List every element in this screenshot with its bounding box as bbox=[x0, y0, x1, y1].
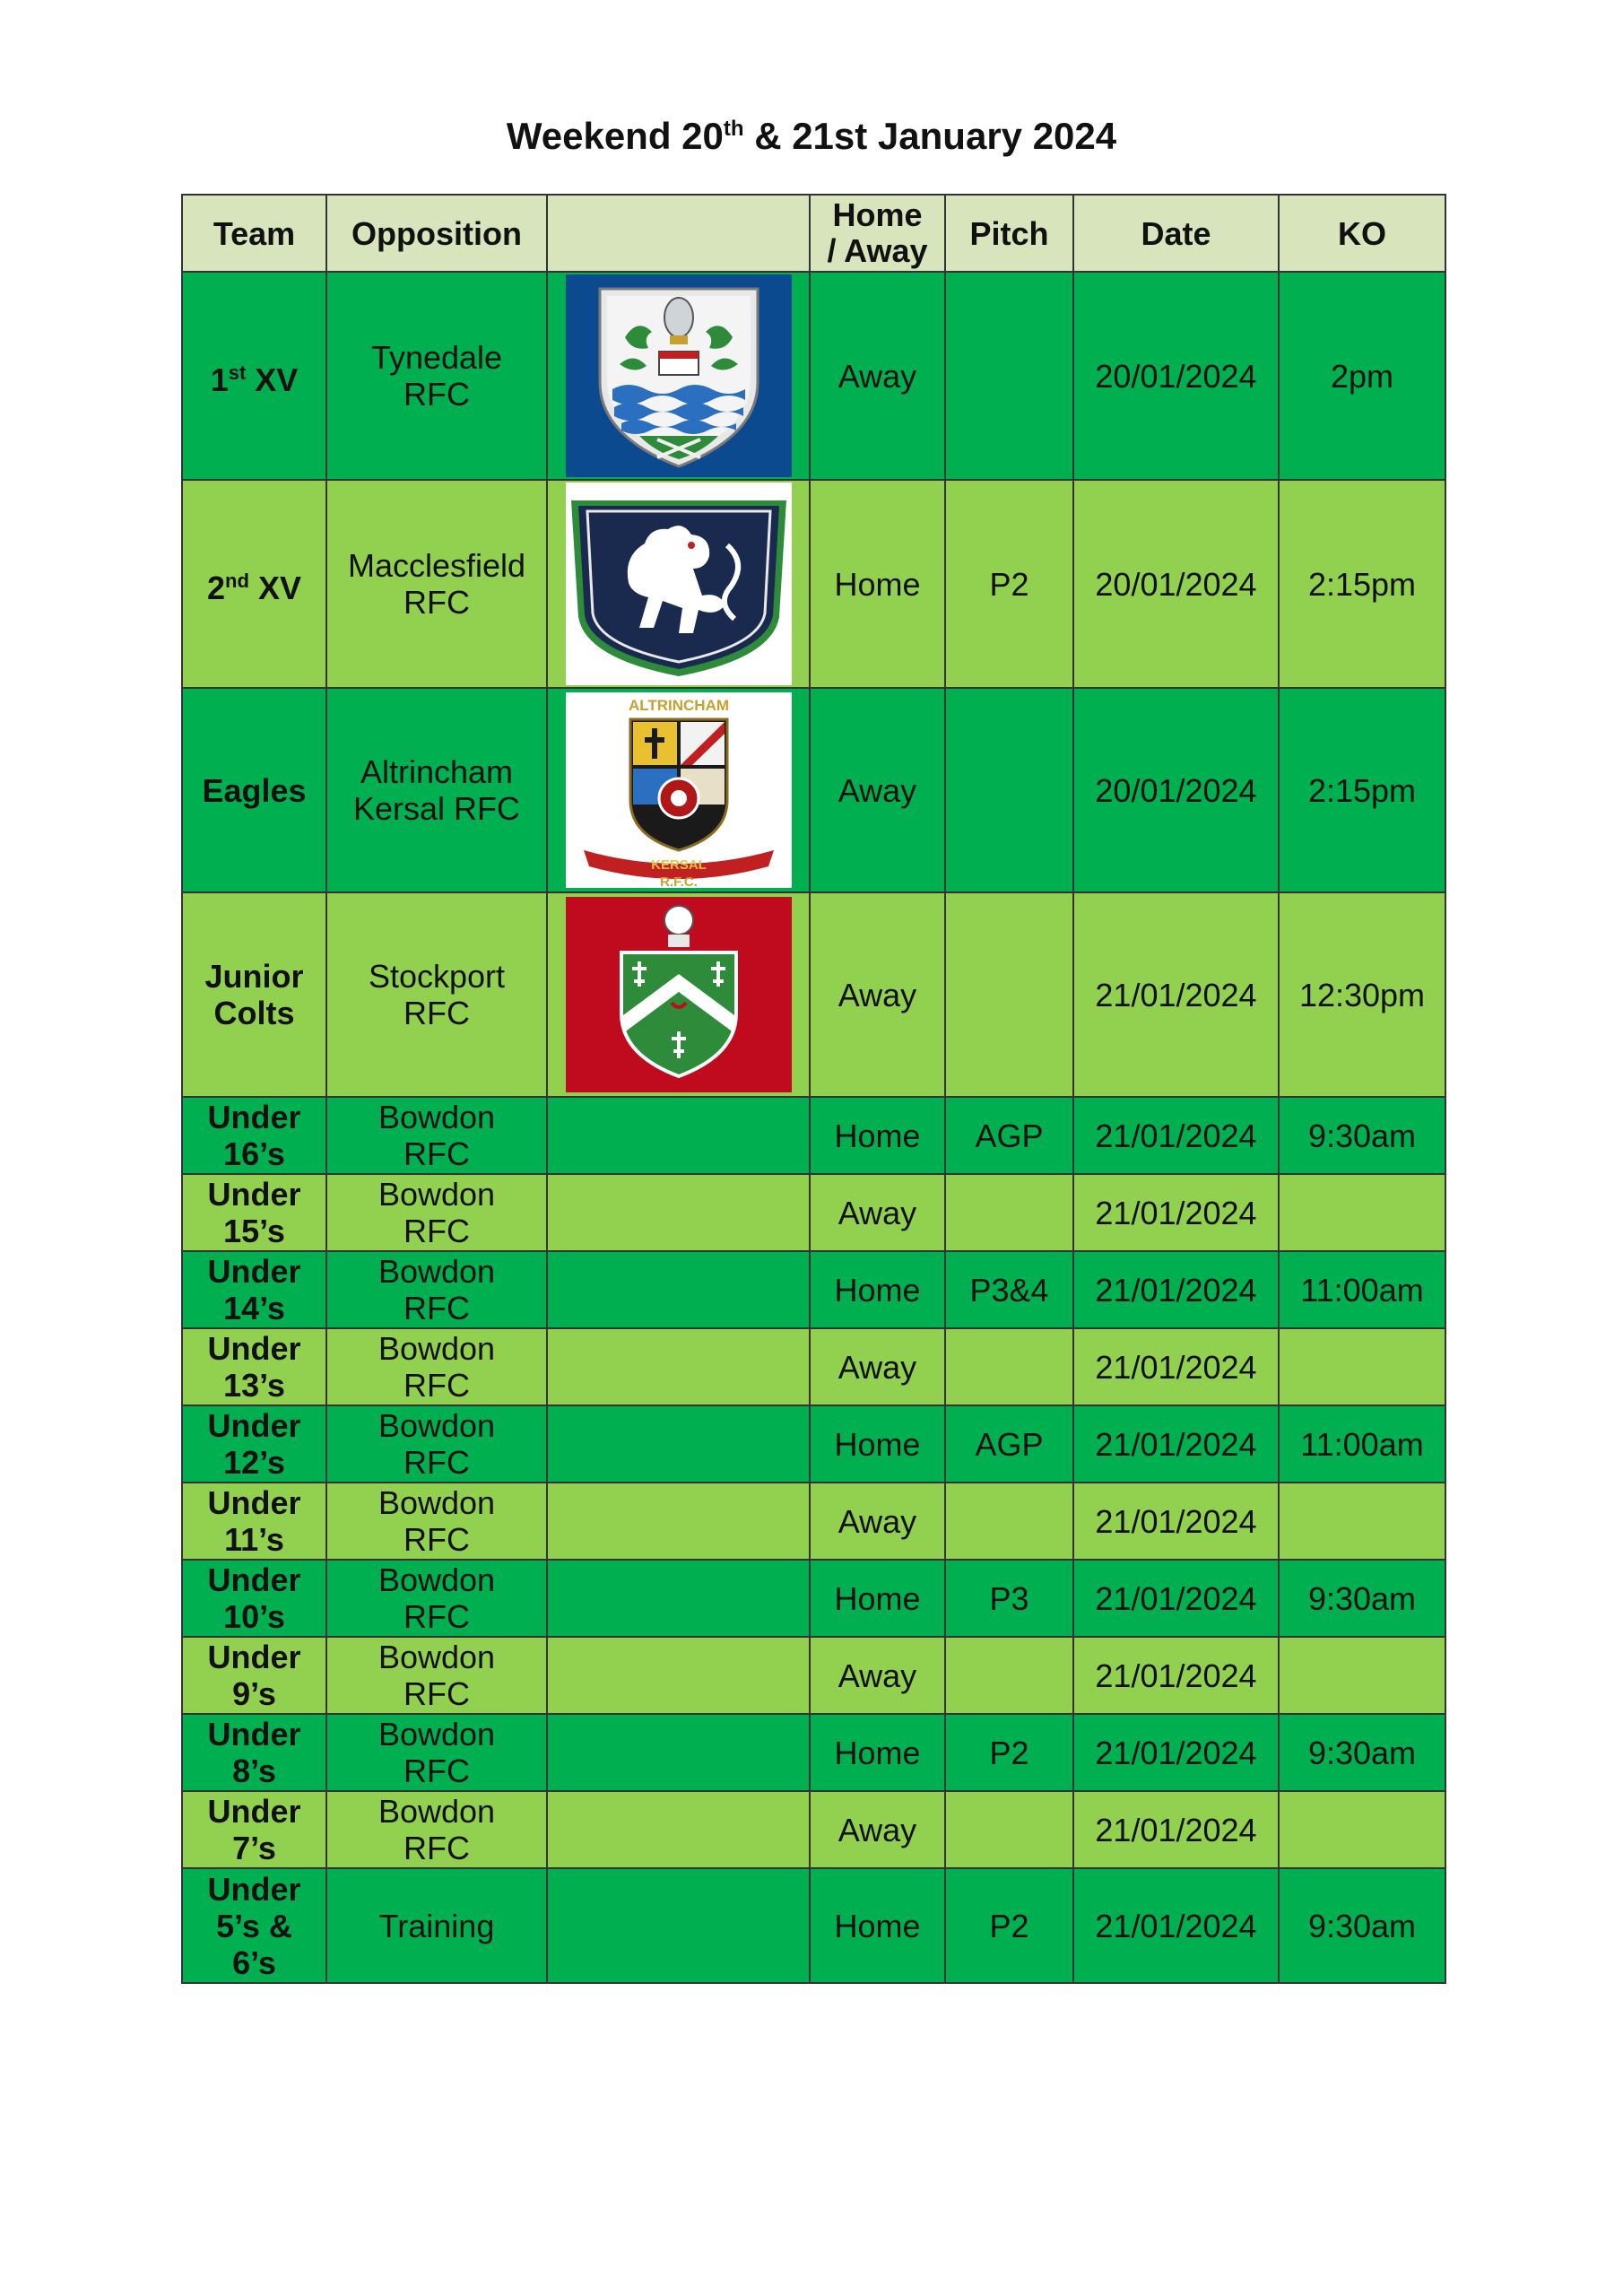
crest-cell bbox=[547, 1405, 810, 1483]
table-row bbox=[182, 1714, 1445, 1791]
header-home: Home bbox=[832, 196, 923, 233]
team-name: 1 bbox=[210, 361, 229, 398]
header-date: Date bbox=[1073, 195, 1279, 272]
ko-cell bbox=[1279, 1328, 1445, 1405]
opposition-line: Tynedale bbox=[370, 339, 503, 376]
home-away-cell: Away bbox=[810, 1637, 945, 1714]
team-cell bbox=[182, 1174, 326, 1251]
home-away-cell: Away bbox=[810, 688, 945, 892]
title-superscript: th bbox=[723, 117, 744, 141]
table-row bbox=[182, 1097, 1445, 1174]
opposition-cell bbox=[326, 1868, 547, 1983]
crest-cell bbox=[547, 1868, 810, 1983]
home-away-cell: Home bbox=[810, 1097, 945, 1174]
team-name: Under bbox=[207, 1870, 301, 1908]
date-cell: 21/01/2024 bbox=[1073, 892, 1279, 1097]
team-cell bbox=[182, 1791, 326, 1868]
opposition-line: Altrincham bbox=[360, 753, 514, 790]
team-name: 11’s bbox=[224, 1521, 284, 1558]
team-name: Eagles bbox=[202, 771, 307, 809]
team-cell bbox=[182, 1714, 326, 1791]
fixtures-table bbox=[181, 194, 1446, 1984]
crest-cell bbox=[547, 1791, 810, 1868]
header-pitch: Pitch bbox=[945, 195, 1073, 272]
opposition-line: Bowdon bbox=[378, 1716, 496, 1752]
team-name: 8’s bbox=[232, 1752, 276, 1789]
team-superscript: st bbox=[228, 361, 247, 384]
opposition-line: RFC bbox=[404, 1598, 470, 1635]
opposition-line: Bowdon bbox=[378, 1099, 496, 1135]
team-name: Under bbox=[207, 1176, 301, 1213]
opposition-line: Bowdon bbox=[378, 1407, 496, 1444]
ko-cell: 12:30pm bbox=[1279, 892, 1445, 1097]
date-cell: 21/01/2024 bbox=[1073, 1791, 1279, 1868]
team-cell bbox=[182, 272, 326, 480]
opposition-line: RFC bbox=[404, 584, 470, 621]
opposition-line: Bowdon bbox=[378, 1561, 496, 1598]
home-away-cell: Home bbox=[810, 1251, 945, 1328]
ko-cell: 9:30am bbox=[1279, 1868, 1445, 1983]
pitch-cell bbox=[945, 892, 1073, 1097]
crest-cell bbox=[547, 688, 810, 892]
opposition-cell bbox=[326, 1097, 547, 1174]
ko-cell bbox=[1279, 1637, 1445, 1714]
opposition-cell bbox=[326, 1637, 547, 1714]
team-name: Under bbox=[207, 1716, 301, 1752]
team-name-suffix: XV bbox=[248, 569, 301, 606]
opposition-line: Bowdon bbox=[378, 1176, 496, 1213]
home-away-cell: Home bbox=[810, 1868, 945, 1983]
team-name: 14’s bbox=[223, 1290, 285, 1326]
date-cell: 21/01/2024 bbox=[1073, 1251, 1279, 1328]
date-cell: 21/01/2024 bbox=[1073, 1328, 1279, 1405]
table-row bbox=[182, 892, 1445, 1097]
pitch-cell: P2 bbox=[945, 1868, 1073, 1983]
header-away: / Away bbox=[827, 232, 928, 269]
date-cell: 21/01/2024 bbox=[1073, 1560, 1279, 1637]
ko-cell: 2:15pm bbox=[1279, 480, 1445, 688]
table-row bbox=[182, 1560, 1445, 1637]
crest-cell bbox=[547, 1637, 810, 1714]
team-name: 12’s bbox=[223, 1444, 285, 1481]
table-row bbox=[182, 1868, 1445, 1983]
opposition-cell bbox=[326, 1251, 547, 1328]
ko-cell: 11:00am bbox=[1279, 1251, 1445, 1328]
opposition-line: RFC bbox=[404, 1135, 470, 1172]
ko-cell: 2pm bbox=[1279, 272, 1445, 480]
pitch-cell: P2 bbox=[945, 480, 1073, 688]
opposition-cell bbox=[326, 480, 547, 688]
opposition-line: RFC bbox=[404, 1213, 470, 1249]
opposition-cell bbox=[326, 1328, 547, 1405]
team-cell bbox=[182, 892, 326, 1097]
team-name: Under bbox=[207, 1253, 301, 1290]
ko-cell: 9:30am bbox=[1279, 1560, 1445, 1637]
crest-cell bbox=[547, 480, 810, 688]
pitch-cell bbox=[945, 272, 1073, 480]
tynedale-rfc-crest bbox=[566, 274, 792, 477]
team-cell bbox=[182, 1328, 326, 1405]
home-away-cell: Away bbox=[810, 1791, 945, 1868]
date-cell: 20/01/2024 bbox=[1073, 480, 1279, 688]
opposition-line: Stockport bbox=[368, 958, 506, 995]
opposition-cell bbox=[326, 1174, 547, 1251]
ko-cell: 2:15pm bbox=[1279, 688, 1445, 892]
team-name: Under bbox=[207, 1639, 301, 1675]
table-row bbox=[182, 1174, 1445, 1251]
ko-cell bbox=[1279, 1483, 1445, 1560]
table-row bbox=[182, 1328, 1445, 1405]
table-row bbox=[182, 1405, 1445, 1483]
opposition-line: RFC bbox=[404, 1830, 470, 1866]
date-cell: 21/01/2024 bbox=[1073, 1405, 1279, 1483]
date-cell: 21/01/2024 bbox=[1073, 1097, 1279, 1174]
ko-cell: 11:00am bbox=[1279, 1405, 1445, 1483]
opposition-line: Bowdon bbox=[378, 1330, 496, 1367]
crest-cell bbox=[547, 1251, 810, 1328]
opposition-line: RFC bbox=[404, 1675, 470, 1712]
team-name: 13’s bbox=[223, 1367, 285, 1404]
team-name: Under bbox=[207, 1330, 301, 1367]
team-name: Under bbox=[207, 1561, 301, 1598]
home-away-cell: Away bbox=[810, 1174, 945, 1251]
team-name: 5’s & bbox=[216, 1907, 292, 1944]
table-row bbox=[182, 272, 1445, 480]
home-away-cell: Away bbox=[810, 892, 945, 1097]
team-cell bbox=[182, 1097, 326, 1174]
opposition-cell bbox=[326, 1791, 547, 1868]
date-cell: 21/01/2024 bbox=[1073, 1637, 1279, 1714]
ko-cell bbox=[1279, 1791, 1445, 1868]
team-cell bbox=[182, 1637, 326, 1714]
crest-cell bbox=[547, 892, 810, 1097]
table-row bbox=[182, 1637, 1445, 1714]
team-cell bbox=[182, 1405, 326, 1483]
pitch-cell: AGP bbox=[945, 1405, 1073, 1483]
opposition-cell bbox=[326, 1714, 547, 1791]
crest-cell bbox=[547, 1097, 810, 1174]
page-title bbox=[0, 115, 1623, 158]
opposition-line: Macclesfield bbox=[347, 547, 526, 584]
home-away-cell: Away bbox=[810, 1483, 945, 1560]
team-name: Junior bbox=[204, 958, 304, 995]
team-name: Under bbox=[207, 1099, 301, 1135]
crest-cell bbox=[547, 272, 810, 480]
header-team: Team bbox=[182, 195, 326, 272]
team-name: Colts bbox=[213, 995, 295, 1031]
opposition-line: RFC bbox=[404, 1521, 470, 1558]
pitch-cell bbox=[945, 1328, 1073, 1405]
team-name: 15’s bbox=[223, 1213, 285, 1249]
team-name: 9’s bbox=[232, 1675, 276, 1712]
pitch-cell: P3 bbox=[945, 1560, 1073, 1637]
pitch-cell: P3&4 bbox=[945, 1251, 1073, 1328]
opposition-line: Training bbox=[378, 1907, 495, 1944]
crest-cell bbox=[547, 1328, 810, 1405]
pitch-cell bbox=[945, 1174, 1073, 1251]
pitch-cell bbox=[945, 1791, 1073, 1868]
opposition-line: RFC bbox=[404, 1444, 470, 1481]
home-away-cell: Home bbox=[810, 1560, 945, 1637]
team-superscript: nd bbox=[225, 569, 249, 592]
opposition-cell bbox=[326, 688, 547, 892]
home-away-cell: Home bbox=[810, 480, 945, 688]
crest-cell bbox=[547, 1714, 810, 1791]
opposition-line: Bowdon bbox=[378, 1253, 496, 1290]
team-name-suffix: XV bbox=[246, 361, 299, 398]
team-cell bbox=[182, 1868, 326, 1983]
opposition-line: Kersal RFC bbox=[352, 790, 521, 827]
opposition-cell bbox=[326, 892, 547, 1097]
opposition-line: RFC bbox=[404, 1752, 470, 1789]
opposition-cell bbox=[326, 1405, 547, 1483]
team-name: Under bbox=[207, 1793, 301, 1830]
crest-top-text: ALTRINCHAM bbox=[628, 697, 729, 714]
team-name: Under bbox=[207, 1407, 301, 1444]
opposition-cell bbox=[326, 1560, 547, 1637]
team-name: Under bbox=[207, 1484, 301, 1521]
table-row bbox=[182, 1483, 1445, 1560]
table-header-row bbox=[182, 195, 1445, 272]
table-row bbox=[182, 1791, 1445, 1868]
team-cell bbox=[182, 480, 326, 688]
pitch-cell: P2 bbox=[945, 1714, 1073, 1791]
home-away-cell: Home bbox=[810, 1405, 945, 1483]
team-name: 6’s bbox=[232, 1944, 276, 1981]
opposition-cell bbox=[326, 1483, 547, 1560]
opposition-line: RFC bbox=[404, 376, 470, 413]
opposition-cell bbox=[326, 272, 547, 480]
header-ko: KO bbox=[1279, 195, 1445, 272]
crest-cell bbox=[547, 1174, 810, 1251]
crest-bottom-text: R.F.C. bbox=[659, 874, 698, 890]
crest-cell bbox=[547, 1483, 810, 1560]
header-home-away bbox=[810, 195, 945, 272]
home-away-cell: Away bbox=[810, 1328, 945, 1405]
opposition-line: Bowdon bbox=[378, 1639, 496, 1675]
date-cell: 21/01/2024 bbox=[1073, 1174, 1279, 1251]
date-cell: 21/01/2024 bbox=[1073, 1483, 1279, 1560]
stockport-rfc-crest bbox=[566, 893, 792, 1096]
title-text: Weekend 20 bbox=[506, 115, 724, 157]
title-text-suffix: & 21st January 2024 bbox=[743, 115, 1117, 157]
home-away-cell: Home bbox=[810, 1714, 945, 1791]
home-away-cell: Away bbox=[810, 272, 945, 480]
ko-cell: 9:30am bbox=[1279, 1714, 1445, 1791]
team-name: 2 bbox=[207, 569, 226, 606]
opposition-line: RFC bbox=[404, 1367, 470, 1404]
date-cell: 21/01/2024 bbox=[1073, 1714, 1279, 1791]
date-cell: 21/01/2024 bbox=[1073, 1868, 1279, 1983]
opposition-line: RFC bbox=[404, 1290, 470, 1326]
ko-cell bbox=[1279, 1174, 1445, 1251]
header-opposition: Opposition bbox=[326, 195, 547, 272]
altrincham-kersal-rfc-crest bbox=[566, 689, 792, 891]
team-cell bbox=[182, 688, 326, 892]
macclesfield-rfc-crest bbox=[566, 483, 792, 685]
date-cell: 20/01/2024 bbox=[1073, 272, 1279, 480]
opposition-line: RFC bbox=[404, 995, 470, 1031]
opposition-line: Bowdon bbox=[378, 1484, 496, 1521]
pitch-cell bbox=[945, 1637, 1073, 1714]
team-cell bbox=[182, 1251, 326, 1328]
team-name: 7’s bbox=[232, 1830, 276, 1866]
pitch-cell: AGP bbox=[945, 1097, 1073, 1174]
table-row bbox=[182, 1251, 1445, 1328]
team-cell bbox=[182, 1483, 326, 1560]
team-cell bbox=[182, 1560, 326, 1637]
header-crest bbox=[547, 195, 810, 272]
ko-cell: 9:30am bbox=[1279, 1097, 1445, 1174]
pitch-cell bbox=[945, 688, 1073, 892]
crest-cell bbox=[547, 1560, 810, 1637]
table-row bbox=[182, 480, 1445, 688]
team-name: 10’s bbox=[223, 1598, 285, 1635]
pitch-cell bbox=[945, 1483, 1073, 1560]
team-name: 16’s bbox=[223, 1135, 285, 1172]
table-row bbox=[182, 688, 1445, 892]
opposition-line: Bowdon bbox=[378, 1793, 496, 1830]
crest-ribbon-text: KERSAL bbox=[650, 857, 707, 873]
date-cell: 20/01/2024 bbox=[1073, 688, 1279, 892]
